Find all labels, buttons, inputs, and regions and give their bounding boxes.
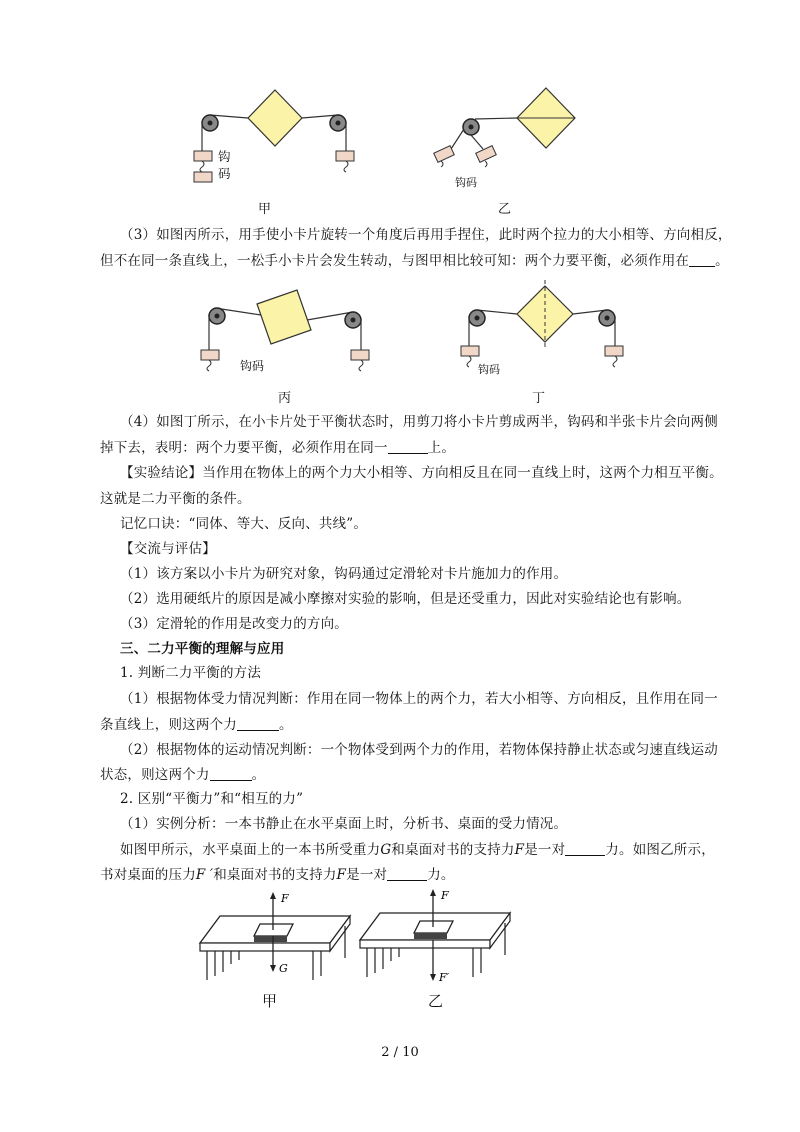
- text: 。: [251, 767, 266, 783]
- text: 书对桌面的压力: [100, 867, 196, 883]
- text: 条直线上，则这两个力: [100, 717, 237, 733]
- caption-ding: 丁: [532, 391, 546, 406]
- text: 。: [715, 253, 729, 269]
- paragraph-4-line2: [100, 436, 455, 456]
- text: 状态，则这两个力: [100, 767, 210, 783]
- caption-bing: 丙: [278, 391, 292, 406]
- text: 是一对: [346, 867, 388, 883]
- section-heading: 三、二力平衡的理解与应用: [120, 641, 285, 657]
- weight: [194, 151, 212, 161]
- method-1-line2: [100, 713, 293, 733]
- text: 掉下去，表明：两个力要平衡，必须作用在同一: [100, 440, 388, 456]
- symbol-F: F: [336, 867, 347, 883]
- caption-table-jia: 甲: [262, 992, 278, 1010]
- force-label-G: G: [279, 962, 288, 975]
- conclusion-line1: 【实验结论】当作用在物体上的两个力大小相等、方向相反且在同一直线上时，这两个力相互平衡。: [120, 465, 723, 481]
- paragraph-3-line2: [100, 249, 729, 269]
- figure-table-yi: [355, 885, 515, 990]
- symbol-G: G: [380, 842, 392, 858]
- total-pages: 10: [402, 1045, 419, 1060]
- text: 是一对: [524, 842, 566, 858]
- figure-label-gouma: 钩码: [455, 176, 477, 189]
- exchange-item-3: （3）定滑轮的作用是改变力的方向。: [120, 616, 348, 632]
- caption-yi: 乙: [498, 202, 512, 217]
- symbol-F-prime: F ′: [195, 867, 214, 883]
- page-number: [0, 1045, 800, 1060]
- text: 和桌面对书的支持力: [213, 867, 337, 883]
- paragraph-4-line1: （4）如图丁所示，在小卡片处于平衡状态时，用剪刀将小卡片剪成两半，钩码和半张卡片会向两侧: [120, 414, 718, 430]
- exchange-item-2: （2）选用硬纸片的原因是减小摩擦对实验的影响，但是还受重力，因此对实验结论也有影响。: [120, 591, 691, 607]
- weight: [194, 172, 212, 182]
- weight: [336, 151, 354, 161]
- exchange-title: 【交流与评估】: [120, 541, 216, 557]
- answer-blank[interactable]: [689, 252, 715, 267]
- figure-label-gouma: 钩码: [478, 363, 500, 376]
- text: 和桌面对书的支持力: [391, 842, 515, 858]
- weight: [476, 146, 497, 163]
- answer-blank[interactable]: [210, 766, 252, 781]
- text: 力。如图乙所示，: [605, 842, 715, 858]
- current-page: 2: [381, 1045, 390, 1060]
- text: 上。: [427, 440, 456, 456]
- example-line2: [100, 863, 455, 883]
- weight: [605, 346, 623, 356]
- figure-yi: [425, 85, 585, 195]
- force-label-F-prime: F′: [439, 971, 450, 984]
- weight: [201, 350, 219, 360]
- answer-blank[interactable]: [565, 841, 605, 856]
- conclusion-line2: 这就是二力平衡的条件。: [100, 491, 251, 507]
- text: 如图甲所示，水平桌面上的一本书所受重力: [120, 842, 381, 858]
- example-intro: （1）实例分析：一本书静止在水平桌面上时，分析书、桌面的受力情况。: [120, 816, 568, 832]
- example-line1: [120, 838, 715, 858]
- method-1-line1: （1）根据物体受力情况判断：作用在同一物体上的两个力，若大小相等、方向相反，且作用在同一: [120, 691, 718, 707]
- answer-blank[interactable]: [237, 716, 279, 731]
- figure-label-gouma: 钩码: [240, 359, 265, 373]
- symbol-F: F: [514, 842, 525, 858]
- weight: [461, 346, 479, 356]
- text: 但不在同一条直线上，一松手小卡片会发生转动，与图甲相比较可知：两个力要平衡，必须作用在: [100, 253, 690, 269]
- memory-rhyme: 记忆口诀：“同体、等大、反向、共线”。: [120, 516, 368, 532]
- subheading-1: 1. 判断二力平衡的方法: [120, 665, 262, 681]
- text: 。: [279, 717, 293, 733]
- exchange-item-1: （1）该方案以小卡片为研究对象，钩码通过定滑轮对卡片施加力的作用。: [120, 566, 568, 582]
- force-label-F: F: [441, 889, 449, 902]
- subheading-2: 2. 区别“平衡力”和“相互的力”: [120, 791, 304, 807]
- method-2-line1: （2）根据物体的运动情况判断：一个物体受到两个力的作用，若物体保持静止状态或匀速直线运动: [120, 742, 718, 758]
- caption-table-yi: 乙: [428, 992, 444, 1010]
- figure-table-jia: [195, 888, 355, 988]
- answer-blank[interactable]: [387, 866, 427, 881]
- paragraph-3-line1: （3）如图丙所示，用手使小卡片旋转一个角度后再用手捏住，此时两个拉力的大小相等、方向相反，: [120, 227, 732, 243]
- answer-blank[interactable]: [388, 439, 428, 454]
- force-label-F: F: [281, 892, 289, 905]
- method-2-line2: [100, 763, 265, 783]
- caption-jia: 甲: [258, 202, 272, 217]
- separator: /: [393, 1045, 399, 1060]
- card-diamond: [248, 90, 302, 146]
- figure-label-gouma: 钩码: [218, 149, 231, 181]
- text: 力。: [427, 867, 455, 883]
- weight: [434, 146, 455, 163]
- weight: [351, 350, 369, 360]
- card-square: [257, 290, 311, 344]
- figure-bing: [195, 282, 375, 382]
- figure-jia: [190, 85, 360, 195]
